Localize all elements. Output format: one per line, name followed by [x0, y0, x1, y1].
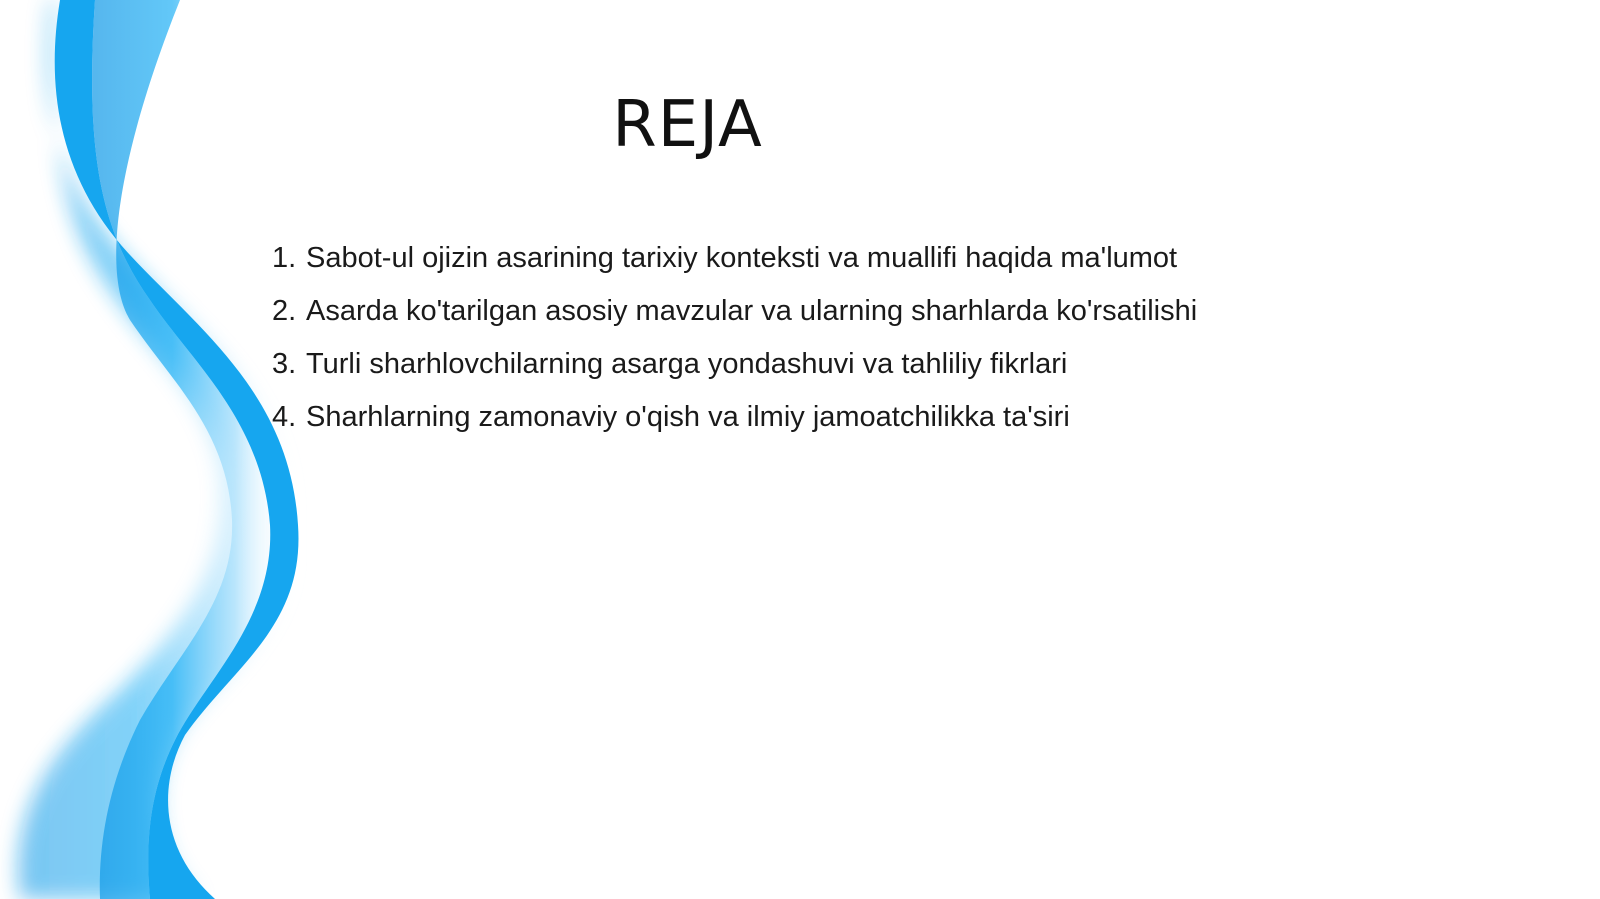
slide-title: REJA — [612, 88, 763, 162]
agenda-item — [272, 344, 1197, 397]
agenda-item-text: Sharhlarning zamonaviy o'qish va ilmiy jamoatchilikka ta'siri — [306, 401, 1070, 433]
agenda-item-number: 1. — [272, 242, 297, 274]
agenda-item-number: 3. — [272, 348, 297, 380]
agenda-item-text: Sabot-ul ojizin asarining tarixiy konteksti va muallifi haqida ma'lumot — [306, 242, 1178, 274]
agenda-item — [272, 397, 1197, 450]
agenda-item-text: Asarda ko'tarilgan asosiy mavzular va ularning sharhlarda ko'rsatilishi — [306, 295, 1198, 327]
agenda-item — [272, 291, 1197, 344]
agenda-list — [272, 238, 1197, 450]
agenda-item — [272, 238, 1197, 291]
agenda-item-number: 4. — [272, 401, 297, 433]
agenda-item-number: 2. — [272, 295, 297, 327]
agenda-item-text: Turli sharhlovchilarning asarga yondashuvi va tahliliy fikrlari — [306, 348, 1068, 380]
